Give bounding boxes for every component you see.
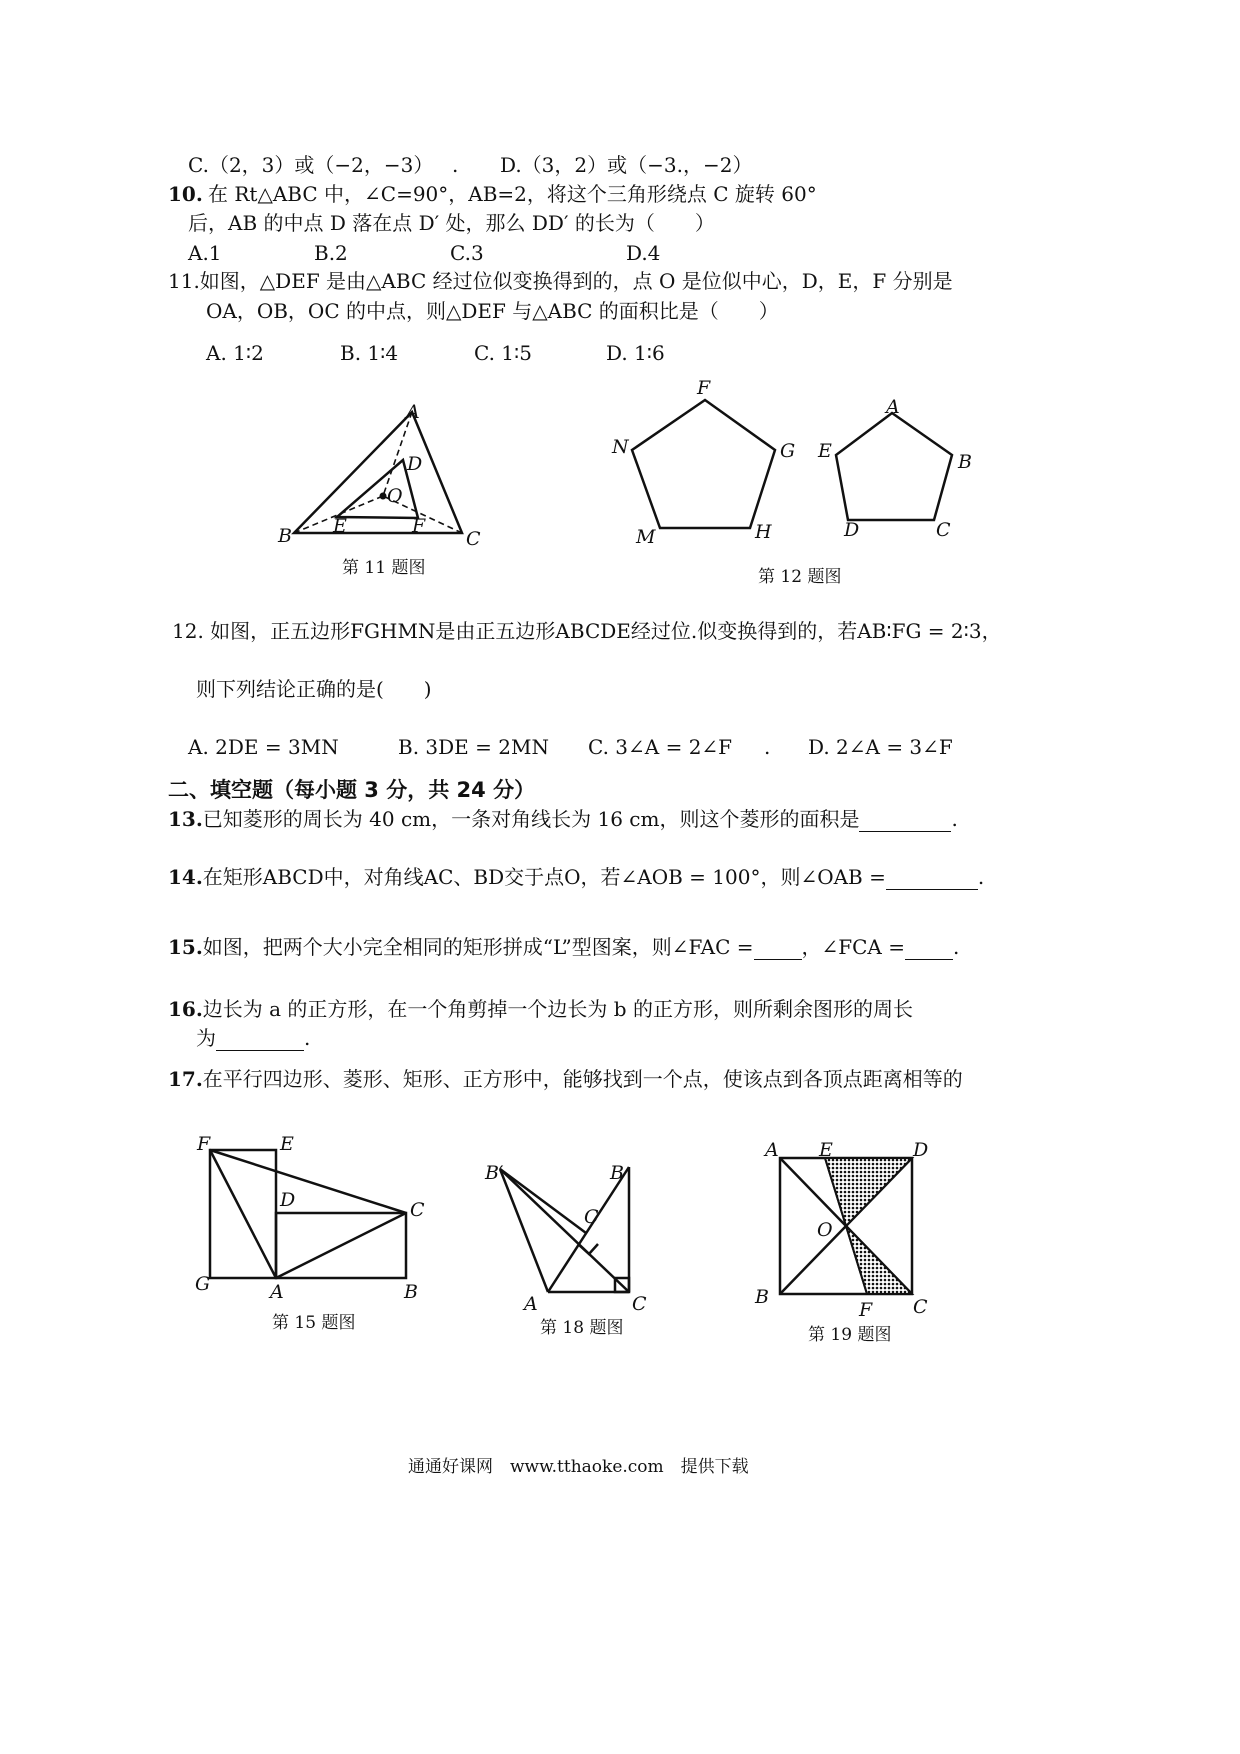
q12-stray-mark: . — [764, 735, 771, 759]
q10-line1: 在 Rt△ABC 中，∠C=90°，AB=2，将这个三角形绕点 C 旋转 60° — [208, 182, 817, 206]
q9-stray-mark: . — [452, 153, 459, 177]
q11-option-b: B. 1∶4 — [340, 341, 399, 365]
q9-option-d: D.（3，2）或（−3.，−2） — [500, 153, 753, 177]
fig11-caption: 第 11 题图 — [342, 558, 426, 578]
fig12-label-c: C — [936, 519, 951, 541]
footer-credit: 通通好课网 www.tthaoke.com 提供下载 — [408, 1457, 749, 1477]
q13-end: . — [951, 807, 958, 831]
q10-option-c: C.3 — [450, 241, 484, 265]
fig12-label-d: D — [844, 519, 860, 541]
q14-number: 14. — [168, 865, 203, 889]
fig11-label-c: C — [466, 528, 481, 550]
q17-number: 17. — [168, 1067, 203, 1091]
fig18-label-c: C — [632, 1293, 647, 1315]
fig12-label-f: F — [697, 377, 711, 399]
q12-option-a: A. 2DE = 3MN — [188, 735, 339, 759]
fig18-label-b: B — [610, 1162, 624, 1184]
fig19-label-e: E — [819, 1139, 833, 1161]
fig18-label-b-prime: B′ — [485, 1162, 504, 1184]
fig12-caption: 第 12 题图 — [758, 567, 842, 587]
fig12-label-m: M — [636, 526, 656, 548]
q16-end: . — [304, 1026, 311, 1050]
q16-answer-blank — [216, 1030, 304, 1051]
q15-end: . — [953, 935, 960, 959]
fig11-label-e: E — [333, 515, 347, 537]
q13-number: 13. — [168, 807, 203, 831]
figure-12 — [600, 375, 990, 550]
fig12-label-h: H — [755, 521, 772, 543]
fig18-label-a: A — [524, 1293, 538, 1315]
q12-option-b: B. 3DE = 2MN — [398, 735, 549, 759]
q11-line2: OA，OB，OC 的中点，则△DEF 与△ABC 的面积比是（ ） — [206, 299, 779, 323]
figure-15 — [190, 1130, 440, 1303]
fig11-label-a: A — [406, 401, 420, 423]
fig12-label-g: G — [780, 440, 796, 462]
fig15-label-a: A — [270, 1281, 284, 1303]
q10-option-b: B.2 — [314, 241, 348, 265]
fig11-label-o: O — [387, 485, 403, 507]
fig19-label-f: F — [859, 1299, 873, 1321]
fig18-caption: 第 18 题图 — [540, 1318, 624, 1338]
figure-11 — [270, 400, 500, 550]
fig11-label-d: D — [407, 453, 423, 475]
fig15-label-e: E — [280, 1133, 294, 1155]
q12-option-c: C. 3∠A = 2∠F — [588, 735, 733, 759]
q10-line2: 后，AB 的中点 D 落在点 D′ 处，那么 DD′ 的长为（ ） — [188, 211, 715, 235]
q13-answer-blank — [859, 811, 951, 832]
fig15-label-g: G — [195, 1273, 211, 1295]
q15-number: 15. — [168, 935, 203, 959]
q11-option-a: A. 1∶2 — [206, 341, 264, 365]
fig19-label-d: D — [913, 1139, 929, 1161]
fig18-label-c-prime: C′ — [584, 1206, 603, 1228]
fig15-label-d: D — [280, 1189, 296, 1211]
fig15-label-c: C — [410, 1199, 425, 1221]
q10-option-a: A.1 — [188, 241, 222, 265]
figure-18 — [480, 1155, 660, 1315]
q17-text: 在平行四边形、菱形、矩形、正方形中，能够找到一个点，使该点到各顶点距离相等的 — [202, 1067, 963, 1091]
fig11-label-b: B — [278, 525, 292, 547]
q14-text: 在矩形ABCD中，对角线AC、BD交于点O，若∠AOB = 100°，则∠OAB = — [202, 865, 886, 889]
q9-option-c: C.（2，3）或（−2，−3） — [188, 153, 434, 177]
q15-text: 如图，把两个大小完全相同的矩形拼成“L”型图案，则∠FAC = — [202, 935, 754, 959]
fig19-label-b: B — [755, 1286, 769, 1308]
fig19-label-a: A — [765, 1139, 779, 1161]
fig15-label-b: B — [404, 1281, 418, 1303]
fig12-label-b: B — [958, 451, 972, 473]
q16-line2: 为 — [196, 1026, 216, 1050]
fig19-label-c: C — [913, 1296, 928, 1318]
fig12-label-a: A — [886, 396, 900, 418]
q12-line1: 12. 如图，正五边形FGHMN是由正五边形ABCDE经过位.似变换得到的，若AB∶FG = 2∶3， — [172, 619, 1002, 643]
q15-answer-blank-1 — [754, 939, 802, 960]
q11-option-c: C. 1∶5 — [474, 341, 532, 365]
q13-text: 已知菱形的周长为 40 cm，一条对角线长为 16 cm，则这个菱形的面积是 — [202, 807, 860, 831]
fig19-label-o: O — [817, 1219, 833, 1241]
q11-option-d: D. 1∶6 — [606, 341, 665, 365]
q15-mid: ，∠FCA = — [801, 935, 905, 959]
q14-answer-blank — [886, 869, 978, 890]
q10-option-d: D.4 — [626, 241, 661, 265]
q14-end: . — [977, 865, 985, 889]
q16-line1: 边长为 a 的正方形，在一个角剪掉一个边长为 b 的正方形，则所剩余图形的周长 — [202, 997, 913, 1021]
fig15-label-f: F — [197, 1133, 211, 1155]
q12-option-d: D. 2∠A = 3∠F — [808, 735, 953, 759]
fig19-caption: 第 19 题图 — [808, 1325, 892, 1345]
fig11-label-f: F — [412, 515, 426, 537]
q10-number: 10. — [168, 182, 203, 206]
q11-line1: 11.如图，△DEF 是由△ABC 经过位似变换得到的，点 O 是位似中心，D，E，F 分别是 — [168, 269, 953, 293]
fig12-label-n: N — [612, 436, 629, 458]
q12-line2: 则下列结论正确的是( ) — [196, 677, 432, 701]
fig12-label-e: E — [818, 440, 832, 462]
q15-answer-blank-2 — [905, 939, 953, 960]
fig15-caption: 第 15 题图 — [272, 1313, 356, 1333]
figure-19 — [755, 1138, 945, 1323]
q16-number: 16. — [168, 997, 203, 1021]
section-2-heading: 二、填空题（每小题 3 分，共 24 分） — [168, 778, 536, 802]
